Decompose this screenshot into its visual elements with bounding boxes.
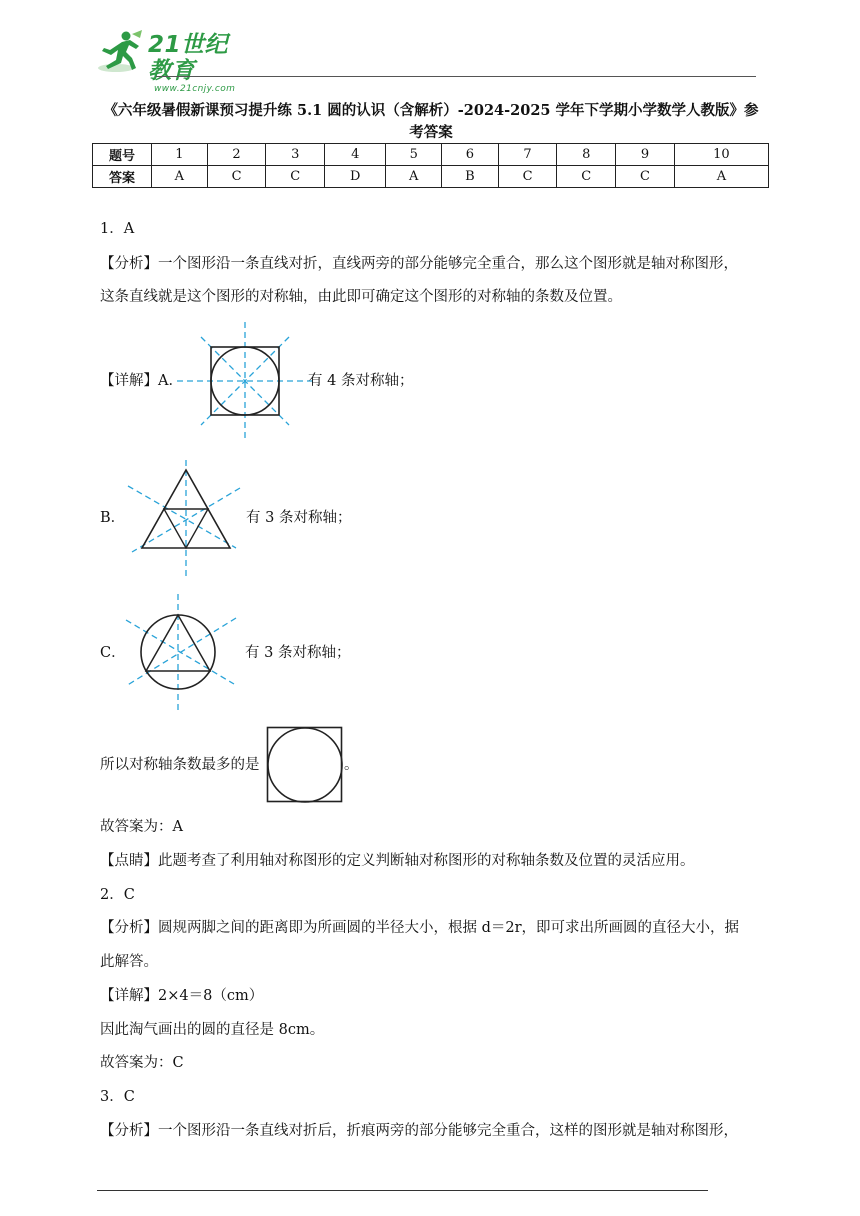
triangle-figure [124, 458, 244, 578]
question-number-cell: 10 [674, 144, 768, 166]
row-header-answer: 答案 [93, 166, 152, 188]
answer-cell: D [325, 166, 386, 188]
answer-cell: C [207, 166, 266, 188]
square-with-circle-figure [175, 320, 315, 442]
logo-url: www.21cnjy.com [154, 84, 236, 94]
header-divider [156, 76, 756, 77]
q1-heading: 1．A [100, 221, 135, 237]
question-number-cell: 9 [616, 144, 675, 166]
logo-text [148, 32, 235, 94]
runner-logo-icon [96, 28, 146, 74]
footer-divider [97, 1190, 708, 1191]
q2-analysis-line-1: 【分析】圆规两脚之间的距离即为所画圆的半径大小，根据 d＝2r，即可求出所画圆的直径大小，据 [100, 920, 740, 936]
title-line-2: 考答案 [409, 124, 453, 141]
answer-cell: A [386, 166, 442, 188]
question-number-cell: 8 [557, 144, 616, 166]
q1-most-suffix: 。 [344, 757, 359, 773]
answer-cell: C [616, 166, 675, 188]
q2-conclusion: 因此淘气画出的圆的直径是 8cm。 [100, 1022, 325, 1038]
q2-heading: 2．C [100, 887, 135, 903]
answer-cell: A [674, 166, 768, 188]
page-header [96, 28, 756, 94]
q1-b-text: 有 3 条对称轴； [246, 510, 352, 526]
question-number-cell: 3 [266, 144, 325, 166]
q1-detail-a-label: 【详解】A． [100, 373, 183, 389]
answer-cell: C [266, 166, 325, 188]
brand-logo [96, 28, 236, 94]
question-number-cell: 1 [152, 144, 208, 166]
q2-analysis-line-2: 此解答。 [100, 954, 158, 970]
q1-comment: 【点睛】此题考查了利用轴对称图形的定义判断轴对称图形的对称轴条数及位置的灵活应用。 [100, 853, 695, 869]
question-number-cell: 4 [325, 144, 386, 166]
answer-table [92, 143, 769, 188]
q3-analysis-line-1: 【分析】一个图形沿一条直线对折后，折痕两旁的部分能够完全重合，这样的图形就是轴对称图形， [100, 1123, 738, 1139]
circle-with-triangle-figure [122, 592, 240, 712]
answer-cell: C [498, 166, 557, 188]
logo-title: 21世纪教育 [148, 32, 229, 84]
question-number-cell: 7 [498, 144, 557, 166]
question-number-cell: 2 [207, 144, 266, 166]
row-header-number: 题号 [93, 144, 152, 166]
q2-answer: 故答案为：C [100, 1055, 184, 1071]
q1-analysis-line-2: 这条直线就是这个图形的对称轴，由此即可确定这个图形的对称轴的条数及位置。 [100, 289, 622, 305]
answer-row [93, 166, 769, 188]
answer-cell: B [442, 166, 499, 188]
answer-square-circle-figure [266, 726, 344, 804]
q1-analysis-line-1: 【分析】一个图形沿一条直线对折，直线两旁的部分能够完全重合，那么这个图形就是轴对称图形， [100, 256, 738, 272]
title-line-1: 《六年级暑假新课预习提升练 5.1 圆的认识（含解析）-2024-2025 学年下学期小学数学人教版》参 [103, 102, 759, 119]
question-number-row [93, 144, 769, 166]
question-number-cell: 5 [386, 144, 442, 166]
question-number-cell: 6 [442, 144, 499, 166]
document-title [96, 100, 766, 144]
q1-answer: 故答案为：A [100, 819, 183, 835]
q1-b-label: B． [100, 510, 126, 526]
answer-cell: C [557, 166, 616, 188]
q1-most-prefix: 所以对称轴条数最多的是 [100, 757, 260, 773]
q1-c-text: 有 3 条对称轴； [245, 645, 351, 661]
q1-c-label: C． [100, 645, 126, 661]
q2-detail: 【详解】2×4＝8（cm） [100, 988, 264, 1004]
q1-detail-a-text: 有 4 条对称轴； [308, 373, 414, 389]
q3-heading: 3．C [100, 1089, 135, 1105]
answer-cell: A [152, 166, 208, 188]
